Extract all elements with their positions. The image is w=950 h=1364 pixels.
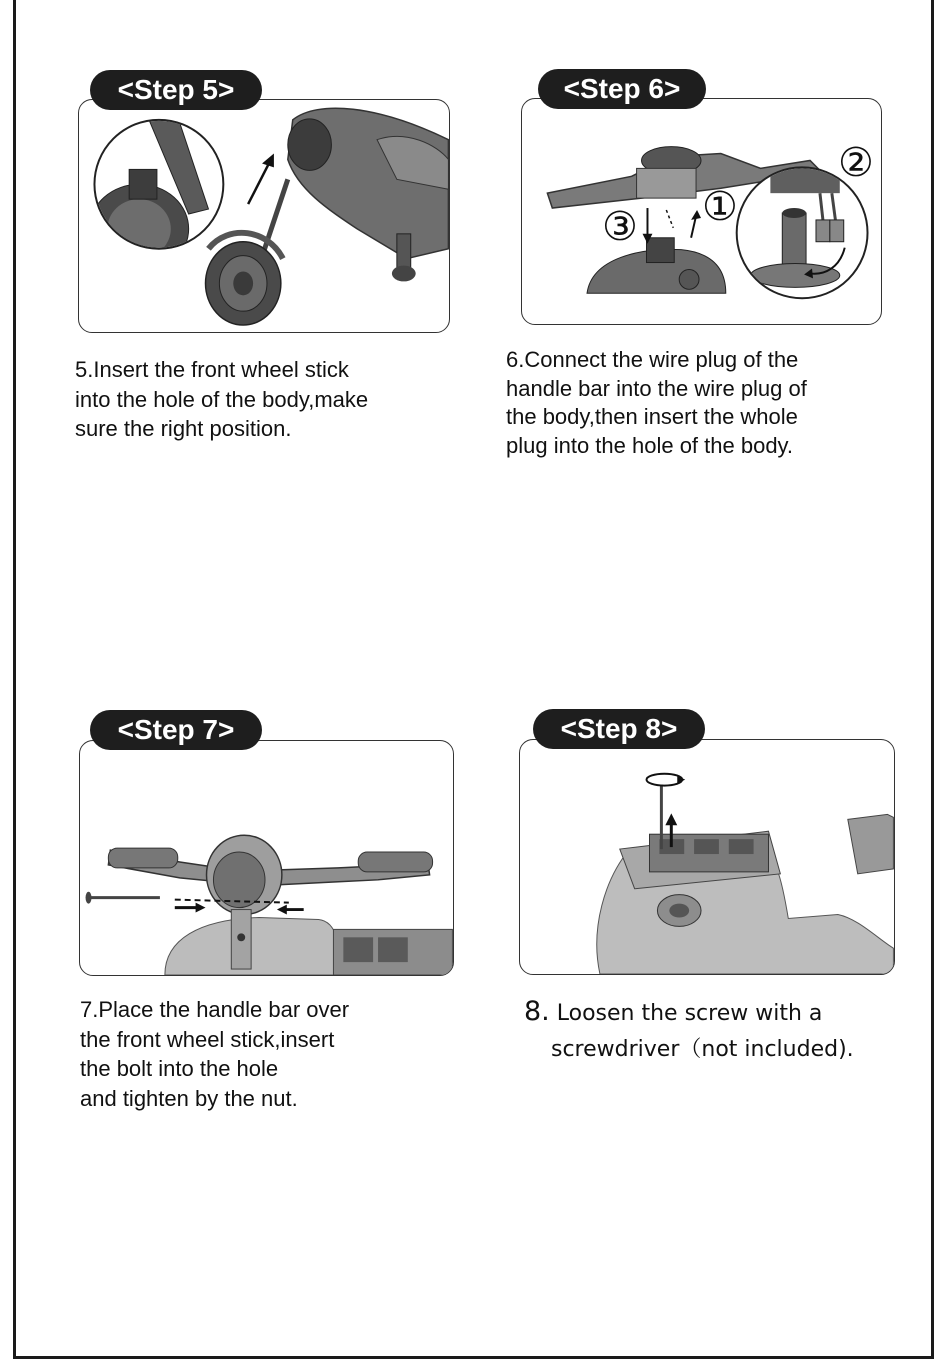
step-8-illustration (519, 739, 895, 975)
instruction-line: 5.Insert the front wheel stick (75, 357, 349, 382)
handle-bar-bolt-drawing (80, 741, 453, 975)
step-8-badge: <Step 8> (533, 709, 705, 749)
instruction-line: the bolt into the hole (80, 1056, 279, 1081)
step-6-instructions (506, 346, 807, 460)
instruction-line: plug into the hole of the body. (506, 432, 794, 458)
instruction-line: the body,then insert the whole (506, 404, 798, 429)
step-8-instructions (524, 994, 854, 1068)
instruction-line: the front wheel stick,insert (80, 1026, 335, 1052)
instruction-line: 7.Place the handle bar over (80, 997, 350, 1022)
step-7-illustration (79, 740, 454, 976)
screwdriver-loosen-drawing (520, 740, 894, 974)
front-wheel-insertion-drawing (79, 100, 449, 332)
callout-number-2: ② (838, 140, 874, 186)
step-5-illustration (78, 99, 450, 333)
instruction-line: Loosen the screw with a (556, 1001, 823, 1026)
step-5-instructions (75, 355, 368, 444)
callout-number-3: ③ (602, 204, 638, 250)
instruction-line: sure the right position. (75, 416, 292, 441)
step-7-badge: <Step 7> (90, 710, 262, 750)
instruction-line: into the hole of the body,make (75, 386, 369, 412)
step-6-badge: <Step 6> (538, 69, 706, 109)
instruction-line: and tighten by the nut. (80, 1085, 298, 1111)
instruction-line: 6.Connect the wire plug of the (506, 347, 799, 372)
callout-number-1: ① (702, 184, 738, 230)
step-7-instructions (80, 995, 349, 1113)
step-8-number: 8. (524, 996, 550, 1027)
instruction-line: handle bar into the wire plug of (506, 375, 807, 401)
step-6-illustration (521, 98, 882, 325)
step-5-badge: <Step 5> (90, 70, 262, 110)
instruction-line: screwdriver（not included). (551, 1037, 854, 1062)
